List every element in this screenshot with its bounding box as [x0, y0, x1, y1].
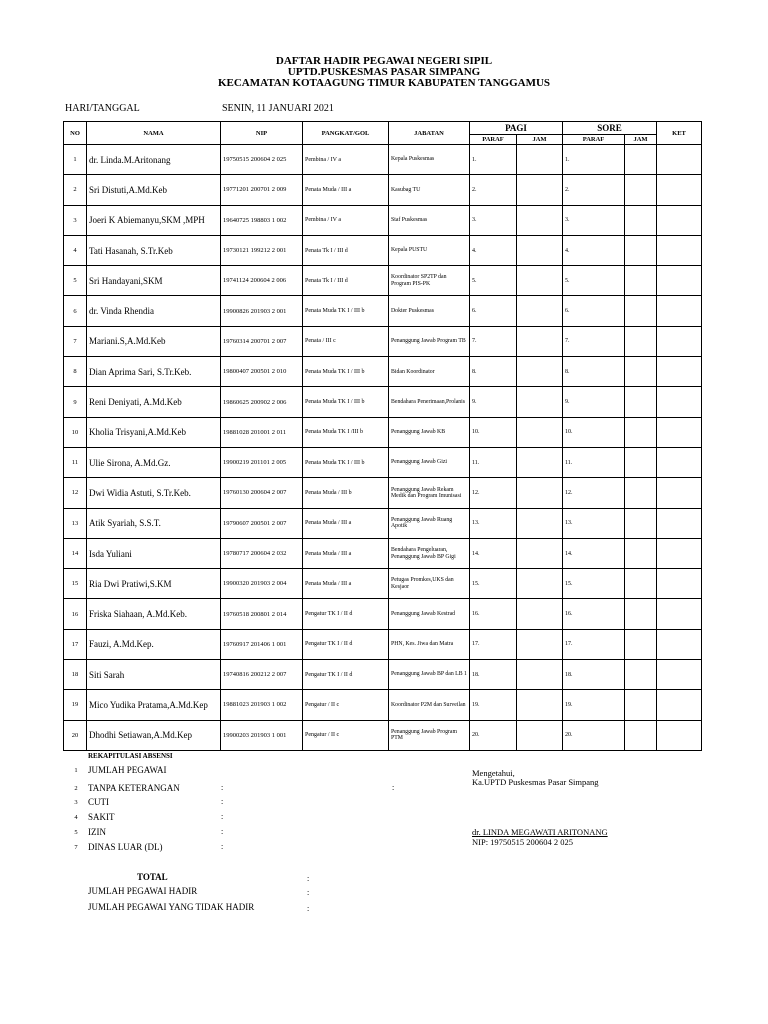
row-no: 10	[64, 417, 87, 447]
row-pagi-jam	[517, 357, 563, 387]
row-pagi-jam	[517, 326, 563, 356]
row-jabatan: Penanggung Jawab Gizi	[389, 447, 470, 477]
row-pagi-paraf: 8.	[470, 357, 517, 387]
row-pangkat: Penata Tk I / III d	[303, 235, 389, 265]
row-sore-paraf: 12.	[563, 478, 625, 508]
row-nip: 19741124 200604 2 006	[221, 266, 303, 296]
row-pangkat: Penata / III c	[303, 326, 389, 356]
row-nama: Atik Syariah, S.S.T.	[87, 508, 221, 538]
row-sore-paraf: 16.	[563, 599, 625, 629]
signature-position: Ka.UPTD Puskesmas Pasar Simpang	[472, 777, 599, 787]
row-nama: dr. Linda.M.Aritonang	[87, 145, 221, 175]
row-nip: 19860625 200902 2 006	[221, 387, 303, 417]
row-nip: 19900203 201903 1 001	[221, 720, 303, 750]
row-nama: dr. Vinda Rhendia	[87, 296, 221, 326]
row-sore-paraf: 14.	[563, 538, 625, 568]
row-sore-jam	[625, 720, 657, 750]
row-pangkat: Pengatur / II c	[303, 690, 389, 720]
row-nama: Kholia Trisyani,A.Md.Keb	[87, 417, 221, 447]
row-ket	[657, 720, 702, 750]
row-jabatan: Bendahara Pengeluaran, Penanggung Jawab BP Gigi	[389, 538, 470, 568]
row-jabatan: Koordinator P2M dan Surveilan	[389, 690, 470, 720]
row-sore-jam	[625, 508, 657, 538]
doc-title-line1: DAFTAR HADIR PEGAWAI NEGERI SIPIL	[275, 55, 493, 67]
rekap-extra-colon: :	[392, 783, 395, 792]
row-sore-paraf: 20.	[563, 720, 625, 750]
rekap-item-label: IZIN	[88, 827, 106, 837]
total-colon: :	[307, 874, 310, 883]
signature-name: dr. LINDA MEGAWATI ARITONANG	[472, 827, 608, 837]
row-pagi-paraf: 19.	[470, 690, 517, 720]
row-ket	[657, 690, 702, 720]
row-sore-jam	[625, 175, 657, 205]
doc-title-line2: UPTD.PUSKESMAS PASAR SIMPANG	[287, 66, 481, 78]
row-pagi-jam	[517, 720, 563, 750]
table-row	[64, 417, 702, 447]
row-sore-paraf: 11.	[563, 447, 625, 477]
row-pagi-paraf: 7.	[470, 326, 517, 356]
row-nama: Siti Sarah	[87, 660, 221, 690]
row-ket	[657, 538, 702, 568]
row-ket	[657, 266, 702, 296]
signature-nip: NIP: 19750515 200604 2 025	[472, 837, 574, 847]
row-nama: Dhodhi Setiawan,A.Md.Kep	[87, 720, 221, 750]
row-pagi-jam	[517, 296, 563, 326]
row-jabatan: Kasubag TU	[389, 175, 470, 205]
row-sore-paraf: 13.	[563, 508, 625, 538]
day-value: SENIN, 11 JANUARI 2021	[222, 103, 334, 114]
row-pangkat: Penata Muda / III a	[303, 538, 389, 568]
table-row	[64, 266, 702, 296]
row-pagi-jam	[517, 690, 563, 720]
table-row	[64, 235, 702, 265]
row-nip: 19780717 200604 2 032	[221, 538, 303, 568]
table-row	[64, 478, 702, 508]
row-jabatan: Dokter Puskesmas	[389, 296, 470, 326]
row-sore-jam	[625, 357, 657, 387]
table-row	[64, 508, 702, 538]
row-no: 7	[64, 326, 87, 356]
table-row	[64, 357, 702, 387]
row-sore-jam	[625, 296, 657, 326]
row-sore-jam	[625, 447, 657, 477]
row-sore-paraf: 8.	[563, 357, 625, 387]
row-pagi-paraf: 11.	[470, 447, 517, 477]
row-pagi-paraf: 5.	[470, 266, 517, 296]
rekap-item-no: 3	[74, 799, 78, 806]
row-pangkat: Penata Muda TK I /III b	[303, 417, 389, 447]
row-nama: Isda Yuliani	[87, 538, 221, 568]
row-no: 2	[64, 175, 87, 205]
row-sore-jam	[625, 145, 657, 175]
row-no: 1	[64, 145, 87, 175]
row-sore-jam	[625, 478, 657, 508]
row-jabatan: Penanggung Jawab Ruang Apotik	[389, 508, 470, 538]
row-jabatan: Penanggung Jawab Kestrad	[389, 599, 470, 629]
row-nama: Sri Distuti,A.Md.Keb	[87, 175, 221, 205]
row-ket	[657, 569, 702, 599]
row-no: 17	[64, 629, 87, 659]
row-jabatan: Penanggung Jawab Program PTM	[389, 720, 470, 750]
row-no: 11	[64, 447, 87, 477]
row-sore-jam	[625, 569, 657, 599]
row-pangkat: Pengatur TK I / II d	[303, 599, 389, 629]
doc-title-line3: KECAMATAN KOTAAGUNG TIMUR KABUPATEN TANGGAMUS	[217, 77, 551, 89]
row-pangkat: Penata Tk I / III d	[303, 266, 389, 296]
row-pagi-jam	[517, 447, 563, 477]
rekap-item-label: JUMLAH PEGAWAI	[88, 765, 167, 775]
row-pangkat: Pembina / IV a	[303, 205, 389, 235]
rekap-item-colon: :	[221, 783, 224, 792]
row-pagi-paraf: 2.	[470, 175, 517, 205]
row-pangkat: Pengatur / II c	[303, 720, 389, 750]
row-sore-jam	[625, 326, 657, 356]
row-sore-paraf: 3.	[563, 205, 625, 235]
row-pagi-paraf: 10.	[470, 417, 517, 447]
row-pagi-jam	[517, 387, 563, 417]
rekap-item-colon: :	[221, 827, 224, 836]
row-sore-jam	[625, 235, 657, 265]
row-no: 16	[64, 599, 87, 629]
row-pangkat: Pengatur TK I / II d	[303, 629, 389, 659]
table-row	[64, 205, 702, 235]
attendance-table	[63, 121, 702, 751]
row-no: 8	[64, 357, 87, 387]
row-sore-jam	[625, 538, 657, 568]
row-pagi-jam	[517, 538, 563, 568]
row-jabatan: Penanggung Jawab Program TB	[389, 326, 470, 356]
row-ket	[657, 175, 702, 205]
row-pagi-paraf: 14.	[470, 538, 517, 568]
row-no: 6	[64, 296, 87, 326]
col-header-pagi-paraf: PARAF	[470, 135, 517, 145]
rekap-item-no: 7	[74, 844, 78, 851]
col-header-no: NO	[64, 122, 87, 145]
row-nip: 19790607 200501 2 007	[221, 508, 303, 538]
row-sore-paraf: 4.	[563, 235, 625, 265]
row-pagi-paraf: 12.	[470, 478, 517, 508]
row-nip: 19730121 199212 2 001	[221, 235, 303, 265]
row-nip: 19800407 200501 2 010	[221, 357, 303, 387]
col-header-sore-jam: JAM	[625, 135, 657, 145]
row-sore-paraf: 1.	[563, 145, 625, 175]
row-pangkat: Pengatur TK I / II d	[303, 660, 389, 690]
row-jabatan: Penanggung Jawab BP dan LB 1	[389, 660, 470, 690]
row-nip: 19900320 201903 2 004	[221, 569, 303, 599]
row-no: 14	[64, 538, 87, 568]
row-sore-paraf: 6.	[563, 296, 625, 326]
rekap-item-colon: :	[221, 842, 224, 851]
total-line-label: JUMLAH PEGAWAI YANG TIDAK HADIR	[88, 902, 255, 912]
row-no: 19	[64, 690, 87, 720]
row-sore-jam	[625, 690, 657, 720]
table-row	[64, 599, 702, 629]
row-sore-jam	[625, 660, 657, 690]
total-line-label: JUMLAH PEGAWAI HADIR	[88, 886, 198, 896]
row-nama: Dian Aprima Sari, S.Tr.Keb.	[87, 357, 221, 387]
row-nip: 19900826 201903 2 001	[221, 296, 303, 326]
row-pagi-jam	[517, 417, 563, 447]
table-row	[64, 538, 702, 568]
row-no: 20	[64, 720, 87, 750]
row-ket	[657, 296, 702, 326]
table-row	[64, 690, 702, 720]
row-pagi-jam	[517, 205, 563, 235]
row-pagi-paraf: 4.	[470, 235, 517, 265]
row-nip: 19760314 200701 2 007	[221, 326, 303, 356]
row-pangkat: Penata Muda TK I / III b	[303, 387, 389, 417]
row-ket	[657, 629, 702, 659]
row-sore-jam	[625, 599, 657, 629]
total-colon: :	[307, 904, 310, 913]
row-pagi-paraf: 9.	[470, 387, 517, 417]
col-header-sore-paraf: PARAF	[563, 135, 625, 145]
table-row	[64, 175, 702, 205]
row-nama: Ria Dwi Pratiwi,S.KM	[87, 569, 221, 599]
row-nip: 19881028 201001 2 011	[221, 417, 303, 447]
table-row	[64, 569, 702, 599]
row-sore-paraf: 15.	[563, 569, 625, 599]
row-pagi-jam	[517, 508, 563, 538]
row-pagi-jam	[517, 478, 563, 508]
row-pagi-paraf: 17.	[470, 629, 517, 659]
row-sore-jam	[625, 387, 657, 417]
row-nip: 19740816 200212 2 007	[221, 660, 303, 690]
row-jabatan: Penanggung Jawab KB	[389, 417, 470, 447]
row-pagi-jam	[517, 569, 563, 599]
row-nip: 19760917 201406 1 001	[221, 629, 303, 659]
rekap-item-label: CUTI	[88, 797, 109, 807]
row-pagi-paraf: 6.	[470, 296, 517, 326]
row-nip: 19771201 200701 2 009	[221, 175, 303, 205]
table-row	[64, 296, 702, 326]
row-pagi-jam	[517, 660, 563, 690]
rekap-item-colon: :	[221, 797, 224, 806]
col-header-sore: SORE	[563, 122, 657, 135]
row-nama: Friska Siahaan, A.Md.Keb.	[87, 599, 221, 629]
row-pangkat: Penata Muda / III a	[303, 569, 389, 599]
row-pagi-paraf: 16.	[470, 599, 517, 629]
col-header-jabatan: JABATAN	[389, 122, 470, 145]
row-pagi-jam	[517, 145, 563, 175]
row-nip: 19760130 200604 2 007	[221, 478, 303, 508]
col-header-pagi: PAGI	[470, 122, 563, 135]
table-row	[64, 720, 702, 750]
row-sore-paraf: 10.	[563, 417, 625, 447]
row-nip: 19640725 198803 1 002	[221, 205, 303, 235]
rekap-item-label: DINAS LUAR (DL)	[88, 842, 163, 852]
col-header-nama: NAMA	[87, 122, 221, 145]
row-pangkat: Penata Muda / III a	[303, 508, 389, 538]
attendance-rows	[64, 145, 702, 751]
row-jabatan: Kepala Puskesmas	[389, 145, 470, 175]
row-pagi-paraf: 20.	[470, 720, 517, 750]
row-jabatan: Penanggung Jawab Rekam Medik dan Program Imunisasi	[389, 478, 470, 508]
row-ket	[657, 326, 702, 356]
row-sore-paraf: 17.	[563, 629, 625, 659]
row-no: 18	[64, 660, 87, 690]
row-ket	[657, 660, 702, 690]
row-pagi-jam	[517, 235, 563, 265]
row-jabatan: Staf Puskesmas	[389, 205, 470, 235]
row-ket	[657, 508, 702, 538]
row-ket	[657, 478, 702, 508]
row-pagi-paraf: 15.	[470, 569, 517, 599]
row-no: 9	[64, 387, 87, 417]
row-nip: 19900219 201101 2 005	[221, 447, 303, 477]
row-sore-jam	[625, 629, 657, 659]
col-header-nip: NIP	[221, 122, 303, 145]
row-sore-jam	[625, 266, 657, 296]
row-nama: Fauzi, A.Md.Kep.	[87, 629, 221, 659]
row-nama: Mico Yudika Pratama,A.Md.Kep	[87, 690, 221, 720]
row-nama: Tati Hasanah, S.Tr.Keb	[87, 235, 221, 265]
row-pagi-paraf: 18.	[470, 660, 517, 690]
row-nip: 19881023 201903 1 002	[221, 690, 303, 720]
row-jabatan: Bendahara Penerimaan,Prolanis	[389, 387, 470, 417]
row-nama: Mariani.S,A.Md.Keb	[87, 326, 221, 356]
rekap-title: REKAPITULASI ABSENSI	[88, 752, 173, 760]
total-label: TOTAL	[137, 872, 168, 882]
table-row	[64, 326, 702, 356]
row-sore-paraf: 9.	[563, 387, 625, 417]
rekap-item-colon: :	[221, 812, 224, 821]
row-jabatan: Bidan Koordinator	[389, 357, 470, 387]
row-nama: Ulie Sirona, A.Md.Gz.	[87, 447, 221, 477]
row-sore-paraf: 19.	[563, 690, 625, 720]
day-label: HARI/TANGGAL	[65, 103, 140, 114]
row-no: 13	[64, 508, 87, 538]
table-row	[64, 447, 702, 477]
row-nama: Reni Deniyati, A.Md.Keb	[87, 387, 221, 417]
table-row	[64, 145, 702, 175]
total-colon: :	[307, 888, 310, 897]
row-nama: Joeri K Abiemanyu,SKM ,MPH	[87, 205, 221, 235]
row-ket	[657, 417, 702, 447]
table-row	[64, 629, 702, 659]
row-sore-paraf: 18.	[563, 660, 625, 690]
row-nama: Dwi Widia Astuti, S.Tr.Keb.	[87, 478, 221, 508]
row-sore-jam	[625, 417, 657, 447]
rekap-item-label: TANPA KETERANGAN	[88, 783, 180, 793]
rekap-item-no: 4	[74, 814, 78, 821]
row-jabatan: Petugas Promkes,UKS dan Kesjaor	[389, 569, 470, 599]
row-pagi-paraf: 3.	[470, 205, 517, 235]
row-pangkat: Penata Muda TK I / III b	[303, 296, 389, 326]
row-ket	[657, 145, 702, 175]
row-no: 4	[64, 235, 87, 265]
row-ket	[657, 357, 702, 387]
row-pangkat: Penata Muda / III b	[303, 478, 389, 508]
row-pangkat: Penata Muda / III a	[303, 175, 389, 205]
row-ket	[657, 599, 702, 629]
row-sore-paraf: 7.	[563, 326, 625, 356]
row-no: 15	[64, 569, 87, 599]
row-pagi-jam	[517, 175, 563, 205]
row-pagi-paraf: 1.	[470, 145, 517, 175]
row-ket	[657, 205, 702, 235]
row-pangkat: Penata Muda TK I / III b	[303, 447, 389, 477]
row-ket	[657, 387, 702, 417]
row-pagi-jam	[517, 266, 563, 296]
col-header-pagi-jam: JAM	[517, 135, 563, 145]
row-nip: 19760518 200801 2 014	[221, 599, 303, 629]
table-row	[64, 387, 702, 417]
row-pagi-jam	[517, 599, 563, 629]
row-nama: Sri Handayani,SKM	[87, 266, 221, 296]
row-jabatan: PHN, Kes. Jiwa dan Matra	[389, 629, 470, 659]
rekap-item-no: 5	[74, 829, 78, 836]
row-no: 12	[64, 478, 87, 508]
row-ket	[657, 235, 702, 265]
row-sore-jam	[625, 205, 657, 235]
row-pagi-paraf: 13.	[470, 508, 517, 538]
signature-mengetahui: Mengetahui,	[472, 768, 515, 778]
row-no: 3	[64, 205, 87, 235]
row-pangkat: Pembina / IV a	[303, 145, 389, 175]
row-jabatan: Kepala PUSTU	[389, 235, 470, 265]
rekap-item-label: SAKIT	[88, 812, 115, 822]
col-header-pangkat: PANGKAT/GOL	[303, 122, 389, 145]
rekap-item-no: 1	[74, 767, 78, 774]
row-sore-paraf: 5.	[563, 266, 625, 296]
row-pangkat: Penata Muda TK I / III b	[303, 357, 389, 387]
row-ket	[657, 447, 702, 477]
row-pagi-jam	[517, 629, 563, 659]
row-sore-paraf: 2.	[563, 175, 625, 205]
rekap-item-no: 2	[74, 785, 78, 792]
row-jabatan: Koordinator SP2TP dan Program PIS-PK	[389, 266, 470, 296]
row-nip: 19750515 200604 2 025	[221, 145, 303, 175]
row-no: 5	[64, 266, 87, 296]
table-row	[64, 660, 702, 690]
col-header-ket: KET	[657, 122, 702, 145]
